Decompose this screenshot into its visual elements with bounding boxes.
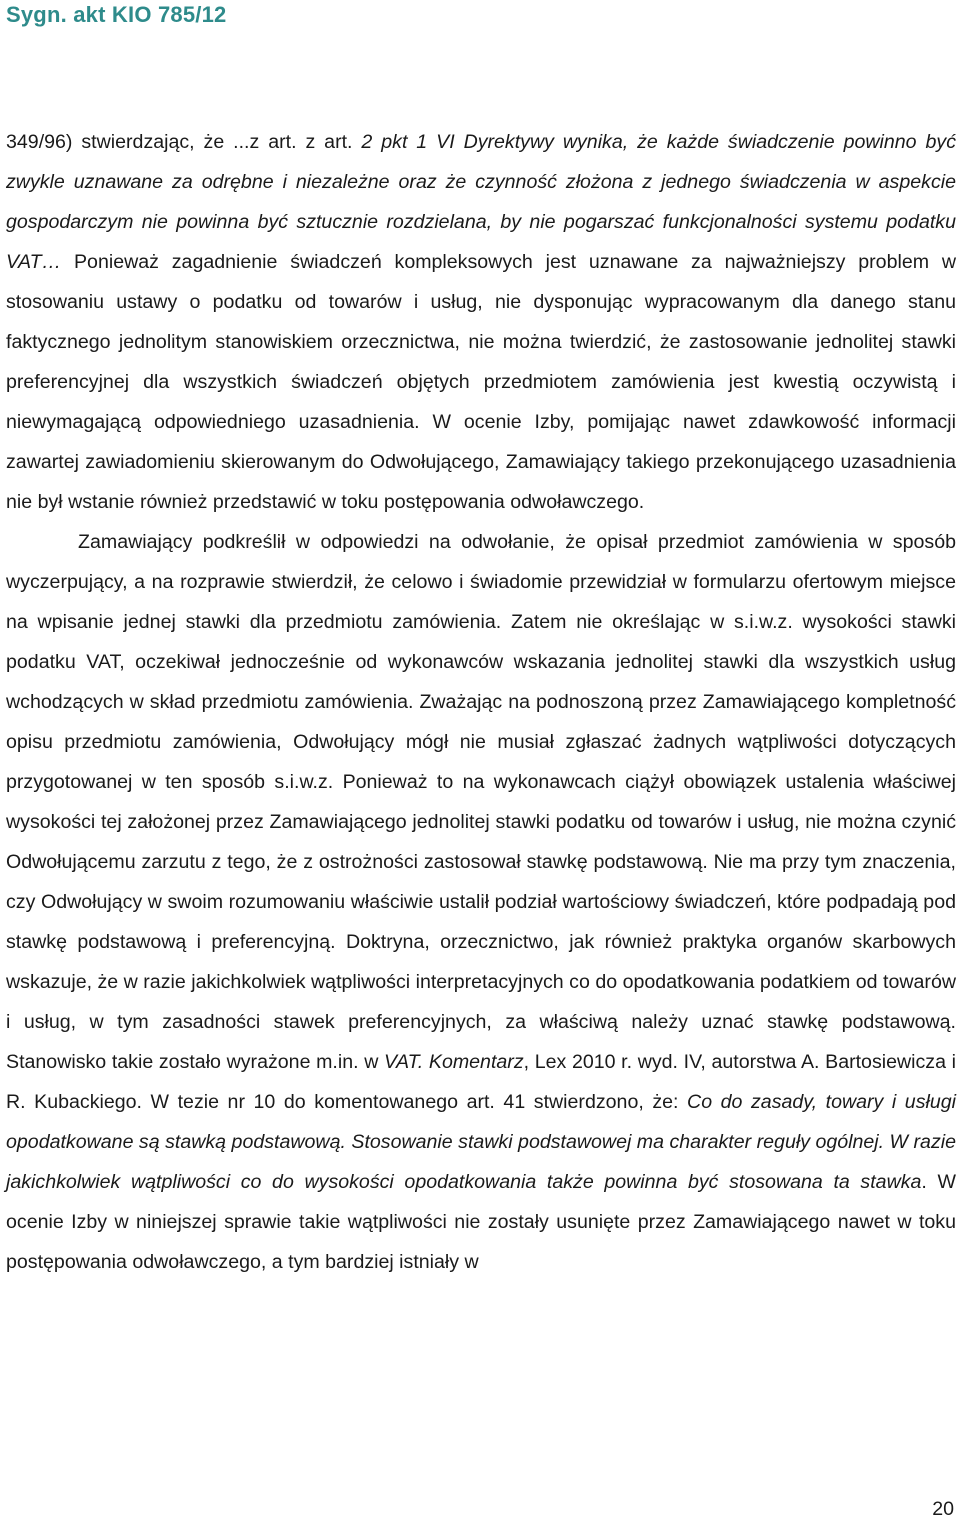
text-run: Zamawiający podkreślił w odpowiedzi na odwołanie, że opisał przedmiot zamówienia w sposób wyczerpujący, a na rozprawie stwierdził, że celowo i świadomie przewidział w formularzu ofertowym miejsce na wpisanie jednej stawki dla przedmiotu zamówienia. Zatem nie określając w s.i.w.z. wysokości stawki podatku VAT, oczekiwał jednocześnie od wykonawców wskazania jednolitej stawki dla wszystkich usług wchodzących w skład przedmiotu zamówienia. Zważając na podnoszoną przez Zamawiającego kompletność opisu przedmiotu zamówienia, Odwołujący mógł nie musiał zgłaszać żadnych wątpliwości dotyczących przygotowanej w ten sposób s.i.w.z. Ponieważ to na wykonawcach ciążył obowiązek ustalenia właściwej wysokości tej założonej przez Zamawiającego jednolitej stawki podatku od towarów i usług, nie można czynić Odwołującemu zarzutu z tego, że z ostrożności zastosował stawkę podstawową. Nie ma przy tym znaczenia, czy Odwołujący w swoim rozumowaniu właściwie ustalił podział wartościowy świadczeń, które podpadają pod stawkę podstawową i preferencyjną. Doktryna, orzecznictwo, jak również praktyka organów skarbowych wskazuje, że w razie jakichkolwiek wątpliwości interpretacyjnych co do opodatkowania podatkiem od towarów i usług, w tym zasadności stawek preferencyjnych, za właściwą należy uznać stawkę podstawową. Stanowisko takie zostało wyrażone m.in. w xyxy=(6,531,956,1073)
document-body xyxy=(6,122,956,1282)
text-run: . W ocenie Izby w niniejszej sprawie takie wątpliwości nie zostały usunięte przez Zamawiającego nawet w toku postępowania odwoławczego, a tym bardziej istniały w xyxy=(6,1171,957,1273)
text-run: Ponieważ zagadnienie świadczeń kompleksowych jest uznawane za najważniejszy problem w stosowaniu ustawy o podatku od towarów i usług, nie dysponując wypracowanym dla danego stanu faktycznego jednolitym stanowiskiem orzecznictwa, nie można twierdzić, że zastosowanie jednolitej stawki preferencyjnej dla wszystkich świadczeń objętych przedmiotem zamówienia jest kwestią oczywistą i niewymagającą odpowiedniego uzasadnienia. W ocenie Izby, pomijając nawet zdawkowość informacji zawartej zawiadomieniu skierowanym do Odwołującego, Zamawiający takiego przekonującego uzasadnienia nie był wstanie również przedstawić w toku postępowania odwoławczego. xyxy=(6,251,956,513)
paragraph xyxy=(6,122,956,522)
paragraph xyxy=(6,522,956,1282)
italic-citation-title: VAT. Komentarz xyxy=(384,1051,524,1073)
italic-quote: 2 pkt 1 VI Dyrektywy wynika, że każde świadczenie powinno być zwykle uznawane za odrębne i niezależne oraz że czynność złożona z jednego świadczenia w aspekcie gospodarczym nie powinna być sztucznie rozdzielana, by nie pogarszać funkcjonalności systemu podatku VAT… xyxy=(6,131,956,273)
text-run: 349/96) stwierdzając, że ...z art. z art. xyxy=(6,131,353,153)
case-signature: Sygn. akt KIO 785/12 xyxy=(6,2,227,27)
text-run: , Lex 2010 r. wyd. IV, autorstwa A. Bartosiewicza i R. Kubackiego. W tezie nr 10 do komentowanego art. 41 stwierdzono, że: xyxy=(6,1051,956,1113)
italic-quote: Co do zasady, towary i usługi opodatkowane są stawką podstawową. Stosowanie stawki podstawowej ma charakter reguły ogólnej. W razie jakichkolwiek wątpliwości co do wysokości opodatkowania także powinna być stosowana ta stawka xyxy=(6,1091,957,1193)
page-number: 20 xyxy=(932,1498,954,1520)
